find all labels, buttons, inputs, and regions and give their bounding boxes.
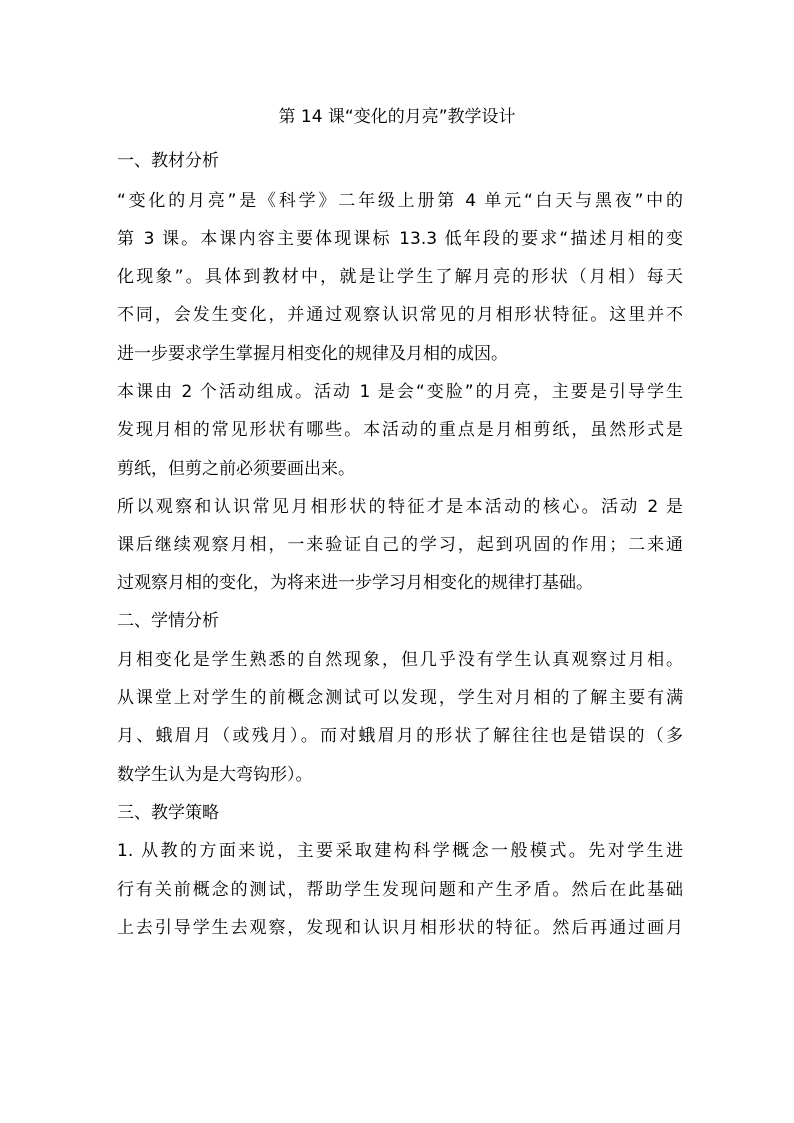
body-line: 所以观察和认识常见月相形状的特征才是本活动的核心。活动 2 是 [117,497,683,517]
body-line: 数学生认为是大弯钩形）。 [117,765,313,785]
body-line: 过观察月相的变化，为将来进一步学习月相变化的规律打基础。 [117,573,593,593]
body-line: 月、蛾眉月（或残月）。而对蛾眉月的形状了解往往也是错误的（多 [117,726,683,746]
body-line: 1. 从教的方面来说，主要采取建构科学概念一般模式。先对学生进 [117,841,683,861]
section-heading-learner-analysis: 二、学情分析 [117,611,219,631]
body-line: 行有关前概念的测试，帮助学生发现问题和产生矛盾。然后在此基础 [117,880,683,900]
body-line: 从课堂上对学生的前概念测试可以发现，学生对月相的了解主要有满 [117,688,683,708]
section-heading-textbook-analysis: 一、教材分析 [117,151,219,171]
body-line: 化现象”。具体到教材中，就是让学生了解月亮的形状（月相）每天 [117,267,683,287]
body-line: “变化的月亮”是《科学》二年级上册第 4 单元“白天与黑夜”中的 [117,191,683,211]
body-line: 上去引导学生去观察，发现和认识月相形状的特征。然后再通过画月 [117,918,683,938]
section-heading-teaching-strategy: 三、教学策略 [117,803,219,823]
body-line: 不同，会发生变化，并通过观察认识常见的月相形状特征。这里并不 [117,305,683,325]
body-line: 月相变化是学生熟悉的自然现象，但几乎没有学生认真观察过月相。 [117,650,683,670]
body-line: 本课由 2 个活动组成。活动 1 是会“变脸”的月亮，主要是引导学生 [117,382,683,402]
body-line: 进一步要求学生掌握月相变化的规律及月相的成因。 [117,344,508,364]
body-line: 剪纸，但剪之前必须要画出来。 [117,459,355,479]
page-title: 第 14 课“变化的月亮”教学设计 [278,107,516,127]
body-line: 课后继续观察月相，一来验证自己的学习，起到巩固的作用；二来通 [117,535,683,555]
body-line: 发现月相的常见形状有哪些。本活动的重点是月相剪纸，虽然形式是 [117,420,683,440]
body-line: 第 3 课。本课内容主要体现课标 13.3 低年段的要求“描述月相的变 [117,229,683,249]
